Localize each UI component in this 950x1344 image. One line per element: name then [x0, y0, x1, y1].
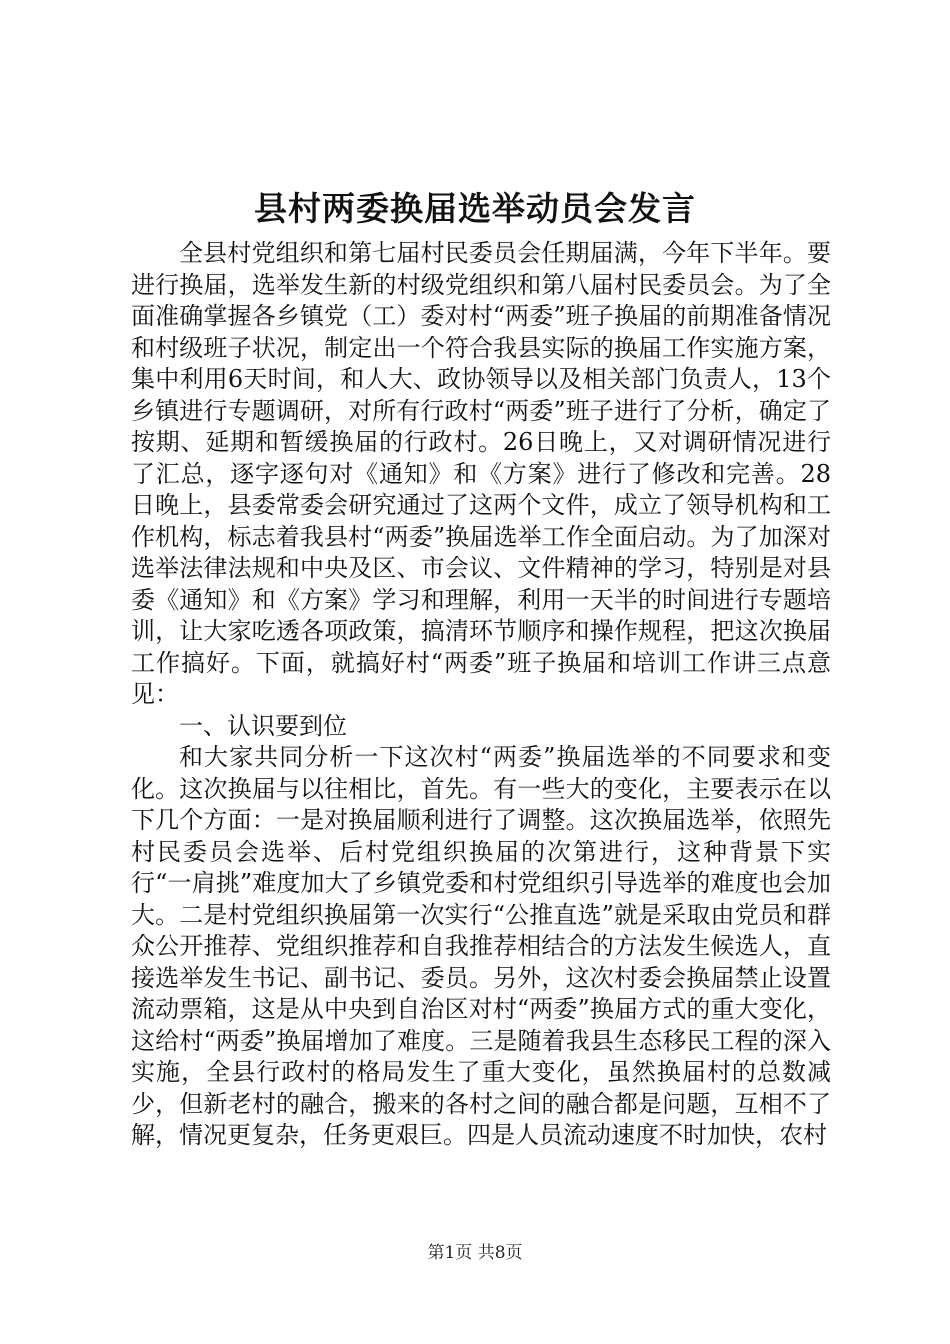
document-body	[131, 238, 831, 1152]
section-heading: 一、认识要到位	[179, 711, 347, 740]
section-paragraph: 和大家共同分析一下这次村“两委”换届选举的不同要求和变化。这次换届与以往相比，首先。有一些大的变化，主要表示在以下几个方面：一是对换届顺利进行了调整。这次换届选举，依照先村民委员会选举、后村党组织换届的次第进行，这种背景下实行“一肩挑”难度加大了乡镇党委和村党组织引导选举的难度也会加大。二是村党组织换届第一次实行“公推直选”就是采取由党员和群众公开推荐、党组织推荐和自我推荐相结合的方法发生候选人，直接选举发生书记、副书记、委员。另外，这次村委会换届禁止设置流动票箱，这是从中央到自治区对村“两委”换届方式的重大变化，这给村“两委”换届增加了难度。三是随着我县生态移民工程的深入实施，全县行政村的格局发生了重大变化，虽然换届村的总数减少，但新老村的融合，搬来的各村之间的融合都是问题，互相不了解，情况更复杂，任务更艰巨。四是人员流动速度不时加快，农村	[131, 743, 831, 1149]
page-number-footer: 第1页 共8页	[427, 1243, 523, 1263]
document-title: 县村两委换届选举动员会发言	[254, 189, 696, 228]
intro-paragraph: 全县村党组织和第七届村民委员会任期届满，今年下半年。要进行换届，选举发生新的村级党组织和第八届村民委员会。为了全面准确掌握各乡镇党（工）委对村“两委”班子换届的前期准备情况和村级班子状况，制定出一个符合我县实际的换届工作实施方案，集中利用6天时间，和人大、政协领导以及相关部门负责人，13个乡镇进行专题调研，对所有行政村“两委”班子进行了分析，确定了按期、延期和暂缓换届的行政村。26日晚上，又对调研情况进行了汇总，逐字逐句对《通知》和《方案》进行了修改和完善。28日晚上，县委常委会研究通过了这两个文件，成立了领导机构和工作机构，标志着我县村“两委”换届选举工作全面启动。为了加深对选举法律法规和中央及区、市会议、文件精神的学习，特别是对县委《通知》和《方案》学习和理解，利用一天半的时间进行专题培训，让大家吃透各项政策，搞清环节顺序和操作规程，把这次换届工作搞好。下面，就搞好村“两委”班子换届和培训工作讲三点意见：	[131, 239, 831, 708]
